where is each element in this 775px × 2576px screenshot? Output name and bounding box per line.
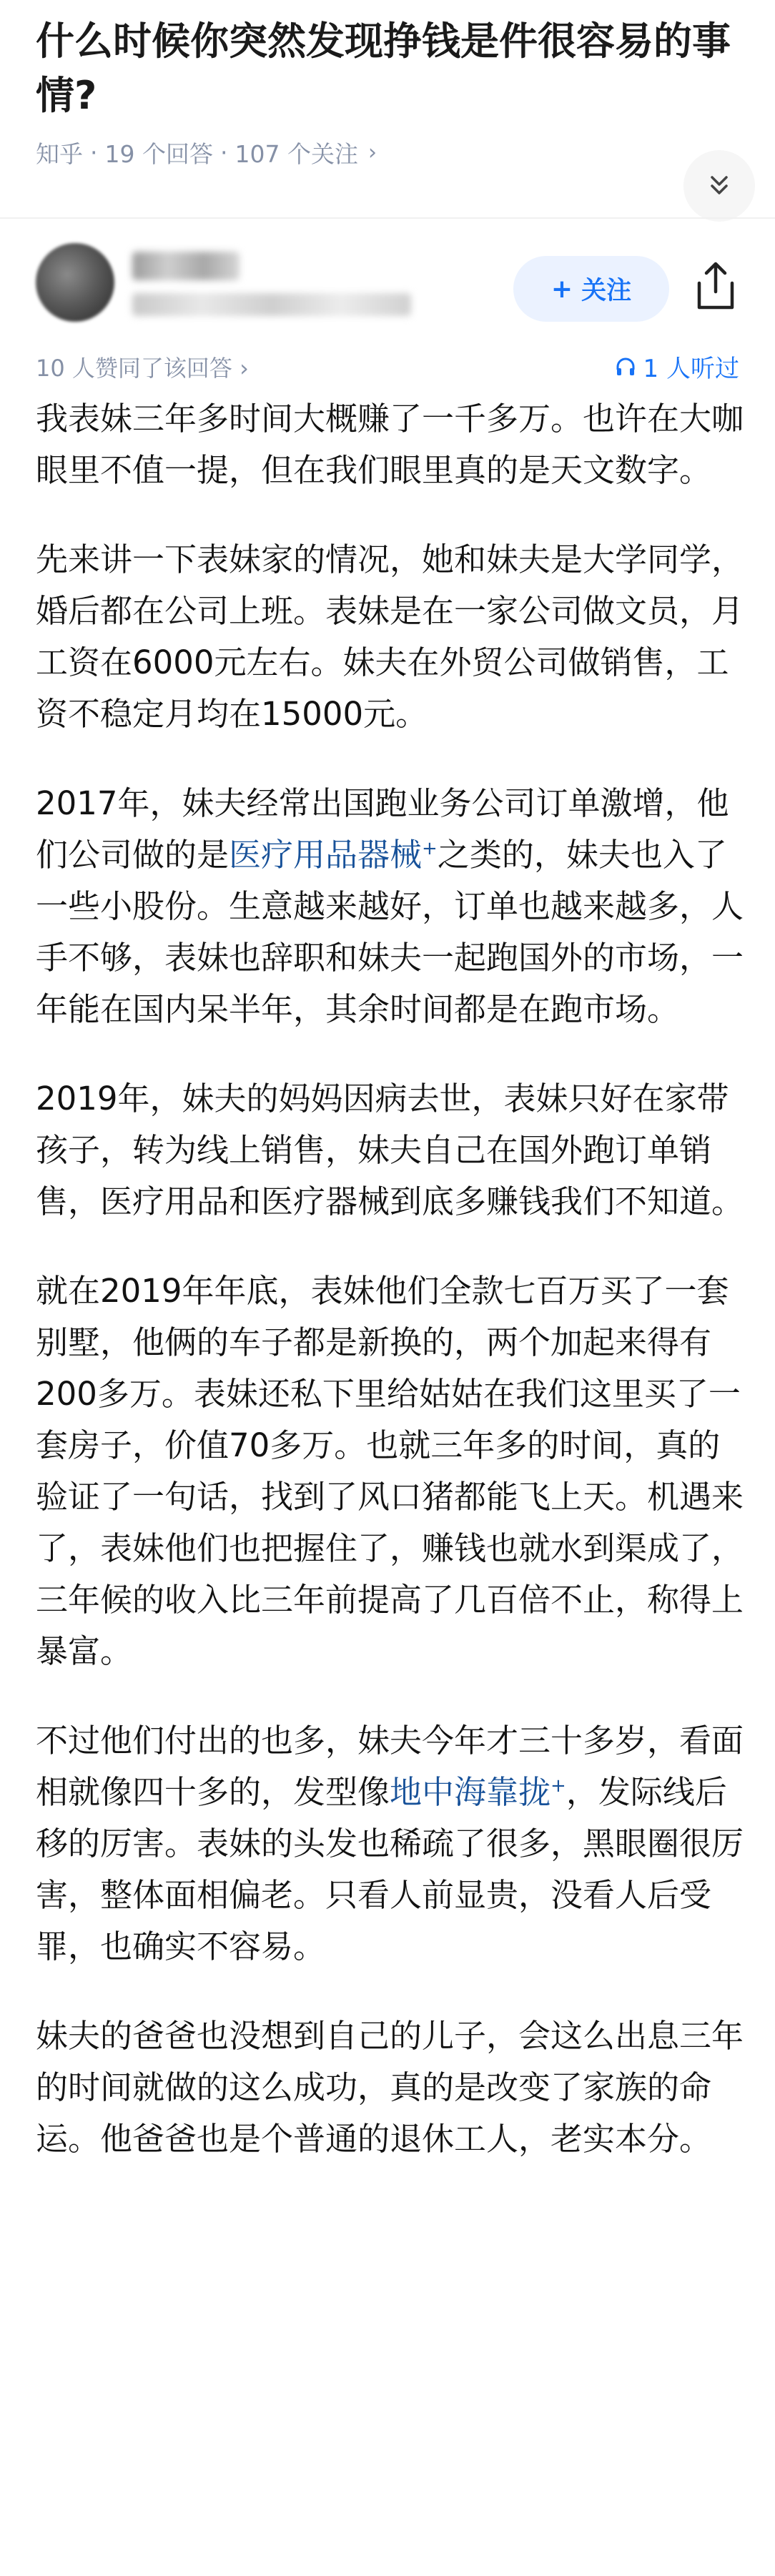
author-bio-blurred [132,293,411,316]
answer-paragraph: 2019年，妹夫的妈妈因病去世，表妹只好在家带孩子，转为线上销售，妹夫自己在国外跑订单销售，医疗用品和医疗器械到底多赚钱我们不知道。 [36,1080,744,1220]
listen-count[interactable] [615,349,739,384]
paragraph-text: 不过他们付出的也多，妹夫今年才三十多岁，看面相就像四十多的，发型像 [36,1722,744,1811]
question-title[interactable]: 什么时候你突然发现挣钱是件很容易的事情? [36,19,731,118]
meta-separator: · [219,139,228,167]
follow-button[interactable] [513,256,669,322]
share-icon[interactable] [692,259,739,313]
answer-content [36,393,744,2203]
headphones-icon [615,356,636,377]
answer-paragraph: 先来讲一下表妹家的情况，她和妹夫是大学同学，婚后都在公司上班。表妹是在一家公司做文员，月工资在6000元左右。妹夫在外贸公司做销售，工资不稳定月均在15000元。 [36,541,744,733]
link-marker-icon: + [422,838,438,859]
chevron-right-icon: › [240,355,249,382]
link-marker-icon: + [551,1775,566,1797]
vote-count-text: 10 人赞同了该回答 [36,355,232,382]
author-name-blurred[interactable] [132,252,240,280]
question-meta[interactable] [36,136,377,169]
plus-icon: + [551,274,573,304]
vote-summary[interactable] [36,350,249,383]
chevron-right-icon: › [367,140,377,165]
answer-paragraph: 就在2019年年底，表妹他们全款七百万买了一套别墅，他俩的车子都是新换的，两个加起来得有200多万。表妹还私下里给姑姑在我们这里买了一套房子，价值70多万。也就三年多的时间，真的验证了一句话，找到了风口猪都能飞上天。机遇来了，表妹他们也把握住了，赚钱也就水到渠成了，三年候的收入比三年前提高了几百倍不止，称得上暴富。 [36,1272,744,1670]
paragraph-text: 之类的，妹夫也入了一些小股份。生意越来越好，订单也越来越多，人手不够，表妹也辞职和妹夫一起跑国外的市场，一年能在国内呆半年，其余时间都是在跑市场。 [36,836,744,1028]
chevron-down-icon [705,172,734,200]
author-avatar[interactable] [36,243,114,322]
header-divider [0,217,775,219]
keyword-link-hairline[interactable]: 地中海靠拢 [390,1773,551,1811]
answer-paragraph: 妹夫的爸爸也没想到自己的儿子，会这么出息三年的时间就做的这么成功，真的是改变了家族的命运。他爸爸也是个普通的退休工人，老实本分。 [36,2017,744,2158]
source-label: 知乎 [36,140,83,168]
collapse-button[interactable] [683,150,755,222]
answer-paragraph: 我表妹三年多时间大概赚了一千多万。也许在大咖眼里不值一提，但在我们眼里真的是天文数字。 [36,400,744,489]
answer-paragraph [36,778,744,1035]
paragraph-text: 2017年，妹夫经常出国跑业务公司订单激增，他们公司做的是 [36,784,729,874]
follower-count: 107 个关注 [235,140,358,168]
answer-paragraph [36,1715,744,1973]
answer-count: 19 个回答 [104,140,213,168]
keyword-link-medical-devices[interactable]: 医疗用品器械 [229,836,423,874]
meta-separator: · [90,139,98,167]
listen-text: 1 人听过 [643,355,739,383]
follow-label: 关注 [581,277,632,305]
paragraph-text: ，发际线后移的厉害。表妹的头发也稀疏了很多，黑眼圈很厉害，整体面相偏老。只看人前显贵，没看人后受罪，也确实不容易。 [36,1773,744,1965]
